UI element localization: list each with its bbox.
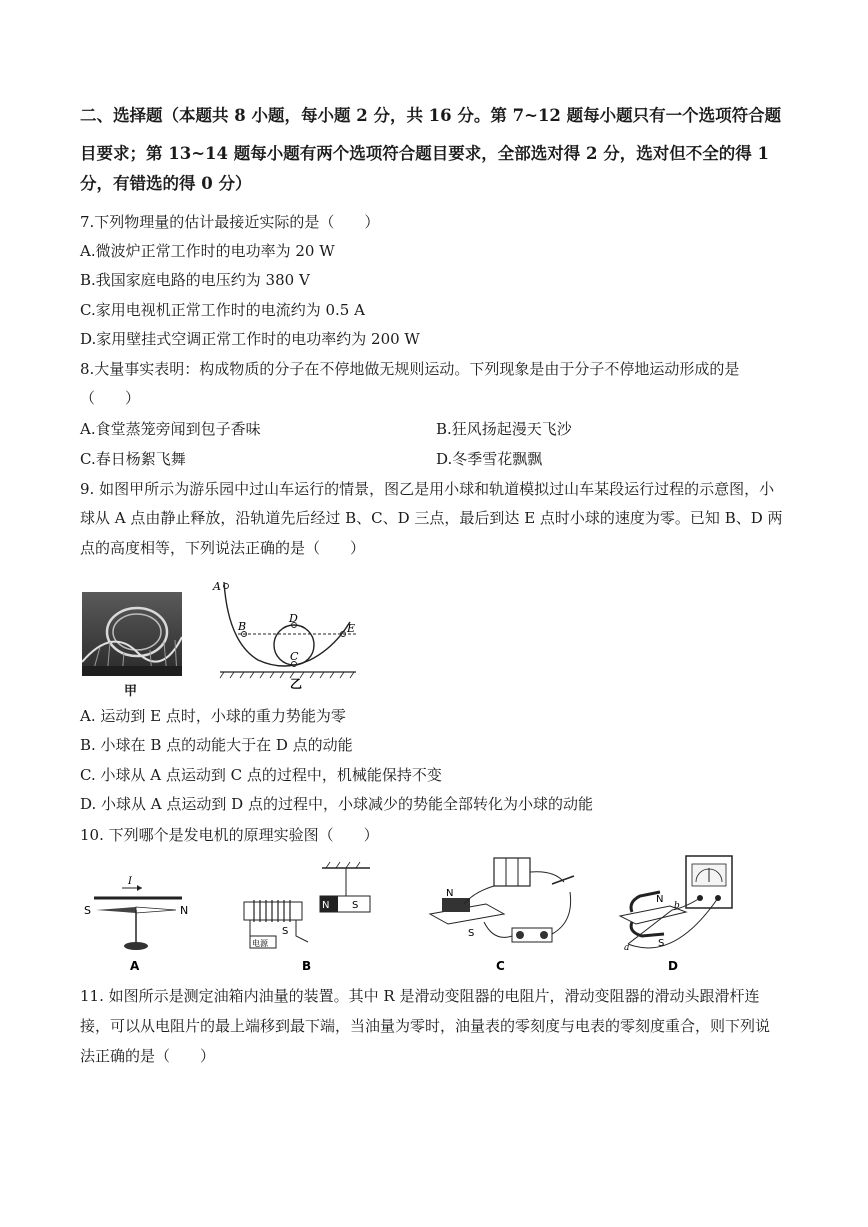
track-diagram-svg: [206, 572, 366, 690]
fig-d-b-label: b: [674, 901, 680, 911]
fig-c-caption: C: [496, 959, 505, 973]
fig-d-caption: D: [668, 959, 678, 973]
q10-stem: 10. 下列哪个是发电机的原理实验图（ ）: [80, 826, 379, 844]
q7-stem: 7.下列物理量的估计最接近实际的是（ ）: [80, 213, 380, 231]
fig-b-power-label: 电源: [252, 939, 268, 948]
q11-stem-line-2: 接，可以从电阻片的最上端移到最下端，当油量为零时，油量表的零刻度与电表的零刻度重合，则下列说: [80, 1017, 771, 1035]
q10-figure-a-svg: [82, 864, 192, 974]
q10-figure-c-svg: [424, 852, 584, 974]
q9-stem-line-1: 9. 如图甲所示为游乐园中过山车运行的情景，图乙是用小球和轨道模拟过山车某段运行过程的示意图，小: [80, 480, 775, 498]
fig-a-s-label: S: [84, 904, 91, 917]
fig-jia-caption: 甲: [124, 684, 138, 699]
q8-stem-line-1: 8.大量事实表明：构成物质的分子在不停地做无规则运动。下列现象是由于分子不停地运动形成的是: [80, 360, 740, 378]
q9-option-c: C. 小球从 A 点运动到 C 点的过程中，机械能保持不变: [80, 766, 442, 784]
q9-stem-line-3: 点的高度相等，下列说法正确的是（ ）: [80, 539, 366, 557]
section-heading-line-1: 二、选择题（本题共 8 小题，每小题 2 分，共 16 分。第 7~12 题每小题只有一个选项符合题: [80, 106, 782, 125]
q9-option-d: D. 小球从 A 点运动到 D 点的过程中，小球减少的势能全部转化为小球的动能: [80, 795, 593, 813]
track-diagram: [206, 572, 366, 690]
point-e-label: E: [347, 622, 356, 635]
q10-figure-b: [236, 860, 376, 974]
q10-figure-c: [424, 852, 584, 974]
q11-stem-line-1: 11. 如图所示是测定油箱内油量的装置。其中 R 是滑动变阻器的电阻片，滑动变阻器的滑动头跟滑杆连: [80, 987, 760, 1005]
q8-option-b: B.狂风扬起漫天飞沙: [436, 420, 572, 438]
fig-d-s-label: S: [658, 938, 665, 949]
roller-coaster-photo-image: [82, 592, 182, 676]
section-heading-line-2: 目要求；第 13~14 题每小题有两个选项符合题目要求，全部选对得 2 分，选对但不全的得 1: [80, 144, 769, 163]
fig-d-a-label: a: [624, 943, 630, 953]
fig-a-n-label: N: [180, 904, 189, 917]
q10-figure-d: [614, 852, 744, 974]
fig-b-caption: B: [302, 959, 312, 973]
fig-c-n-label: N: [446, 888, 454, 899]
q7-option-a: A.微波炉正常工作时的电功率为 20 W: [80, 242, 335, 260]
q8-option-c: C.春日杨絮飞舞: [80, 450, 186, 468]
q8-option-a: A.食堂蒸笼旁闻到包子香味: [80, 420, 261, 438]
q9-stem-line-2: 球从 A 点由静止释放，沿轨道先后经过 B、C、D 三点，最后到达 E 点时小球的速度为零。已知 B、D 两: [80, 509, 783, 527]
roller-coaster-photo: [82, 592, 182, 676]
q8-stem-line-2: （ ）: [80, 389, 141, 407]
q10-figure-d-svg: [614, 852, 744, 974]
fig-b-switch-s-label: S: [282, 926, 289, 937]
fig-c-s-label: S: [468, 928, 475, 939]
q7-option-c: C.家用电视机正常工作时的电流约为 0.5 A: [80, 301, 365, 319]
q10-figure-b-svg: [236, 860, 376, 974]
q8-option-d: D.冬季雪花飘飘: [436, 450, 543, 468]
q9-option-a: A. 运动到 E 点时，小球的重力势能为零: [80, 707, 346, 725]
q9-option-b: B. 小球在 B 点的动能大于在 D 点的动能: [80, 736, 353, 754]
fig-d-n-label: N: [656, 894, 664, 905]
q10-figure-a: [82, 864, 192, 974]
q7-option-b: B.我国家庭电路的电压约为 380 V: [80, 271, 310, 289]
fig-yi-caption: 乙: [290, 677, 303, 690]
section-heading-line-3: 分，有错选的得 0 分）: [80, 174, 252, 193]
fig-b-magnet-s-label: S: [352, 900, 359, 911]
q7-option-d: D.家用壁挂式空调正常工作时的电功率约为 200 W: [80, 330, 420, 348]
fig-a-caption: A: [130, 959, 140, 973]
point-c-label: C: [290, 650, 299, 663]
q11-stem-line-3: 法正确的是（ ）: [80, 1047, 216, 1065]
fig-b-magnet-n-label: N: [322, 900, 330, 911]
point-a-label: A: [213, 580, 221, 593]
point-d-label: D: [289, 612, 298, 625]
current-i-label: I: [128, 876, 132, 887]
point-b-label: B: [238, 620, 247, 633]
